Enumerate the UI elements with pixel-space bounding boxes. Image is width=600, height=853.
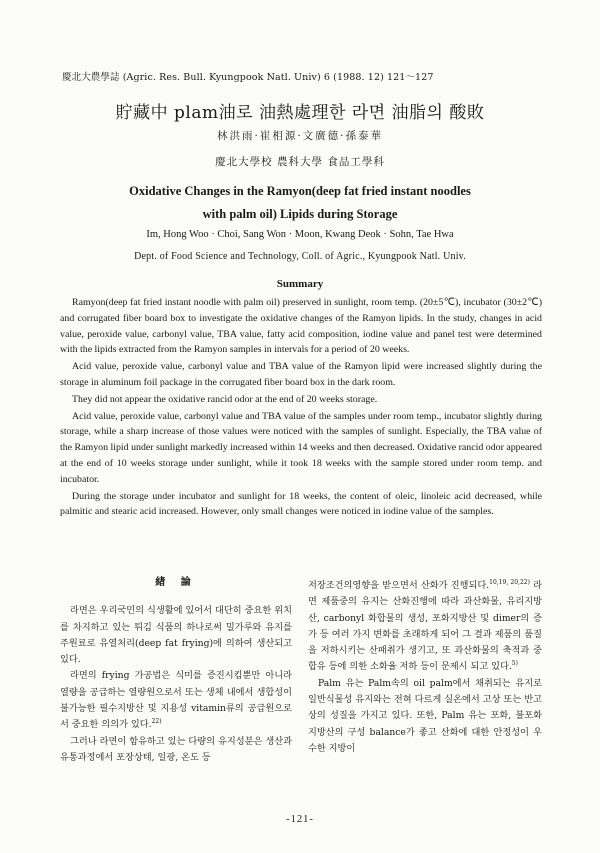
reference-marker: 10,19, 20,22) — [489, 578, 530, 586]
summary-heading: Summary — [276, 278, 324, 290]
english-authors: Im, Hong Woo · Choi, Sang Won · Moon, Kwang Deok · Sohn, Tae Hwa — [146, 229, 454, 240]
intro-paragraph-continued — [308, 578, 542, 676]
summary-paragraph: During the storage under incubator and sunlight for 18 weeks, the content of oleic, linoleic acid decreased, while palmitic and stearic acid increased. However, only small changes were noticed in iodine value of the samples. — [60, 490, 542, 518]
korean-affiliation: 慶北大學校 農科大學 食品工學科 — [215, 156, 385, 168]
reference-marker: 22) — [151, 718, 162, 726]
intro-text: 저장조건의영향을 받으면서 산화가 진행되다. — [308, 580, 490, 591]
reference-marker: 5) — [511, 660, 518, 668]
summary-paragraph: Acid value, peroxide value, carbonyl value and TBA value of the Ramyon lipid were increased slightly during the storage in aluminum foil package in the corrugated fiber board box in the dark room. — [60, 361, 542, 388]
intro-paragraph: 그러나 라면이 함유하고 있는 다량의 유지성분은 생산과 유통과정에서 포장상태, 일광, 온도 등 — [60, 735, 292, 763]
intro-paragraph — [60, 668, 292, 733]
intro-text: 라면 제품중의 유지는 산화진행에 따라 과산화물, 유리지방산, carbonyl 화합물의 생성, 포화지방산 및 dimer의 증가 등 여러 가지 변화를 초래하게 되어 그 결과 제품의 품질을 저하시키는 산패취가 생기고, 또 과산화물의 축적과 중합유 등에 의한 소화율 저하 등이 문제시 되고 있다. — [308, 580, 543, 673]
english-affiliation: Dept. of Food Science and Technology, Coll. of Agric., Kyungpook Natl. Univ. — [134, 251, 466, 262]
summary-paragraph: Acid value, peroxide value, carbonyl value and TBA value of the samples under room temp., incubator slightly during storage, while a sharp increase of those values were noticed with the samples of sunlight. Especially, the TBA value of the Ramyon lipid under sunlight markedly increased within 14 weeks and then decreased. Oxidative rancid odor appeared at the end of 10 weeks storage under sunlight, while it took 18 weeks with the sample stored under room temp. and incubator. — [60, 410, 542, 485]
intro-paragraph: 라면은 우리국민의 식생활에 있어서 대단히 중요한 위치를 차지하고 있는 튀김 식품의 하나로써 밀가루와 유지를 주원료로 유열처리(deep fat frying)에 의하여 생산되고 있다. — [60, 605, 292, 666]
english-title-line-2: with palm oil) Lipids during Storage — [202, 207, 398, 221]
summary-paragraph: Ramyon(deep fat fried instant noodle with palm oil) preserved in sunlight, room temp. (20±5℃), incubator (30±2℃) and corrugated fiber board box to investigate the oxidative changes of the Ramyon lipids. In the study, changes in acid value, peroxide value, carbonyl value, TBA value, fatty acid composition, iodine value and panel test were determined with the lipids extracted from the Ramyon samples in intervals for a period of 20 weeks. — [60, 297, 542, 356]
korean-title: 貯藏中 plam油로 油熱處理한 라면 油脂의 酸敗 — [115, 103, 485, 123]
intro-text: 라면의 frying 가공법은 식미를 증진시킴뿐만 아니라 열량을 공급하는 열량원으로서 또는 생체 내에서 생합성이 불가능한 필수지방산 및 지용성 vitamin류의 공급원으로서 중요한 의의가 있다. — [60, 670, 292, 731]
intro-right-column — [308, 578, 542, 757]
journal-citation: 慶北大農學誌 (Agric. Res. Bull. Kyungpook Natl. Univ) 6 (1988. 12) 121～127 — [62, 72, 434, 83]
page-number: -121- — [286, 814, 314, 825]
english-title — [0, 180, 600, 226]
summary-body — [60, 295, 542, 521]
summary-paragraph: They did not appear the oxidative rancid odor at the end of 20 weeks storage. — [72, 393, 378, 405]
intro-left-column — [60, 575, 292, 766]
english-title-line-1: Oxidative Changes in the Ramyon(deep fat fried instant noodles — [129, 184, 471, 198]
intro-heading: 緖 論 — [155, 577, 197, 588]
korean-authors: 林洪雨·崔相源·文廣德·孫泰華 — [216, 130, 383, 142]
intro-paragraph: Palm 유는 Palm속의 oil palm에서 채취되는 유지로 일반식물성 유지와는 전혀 다르게 실온에서 고상 또는 반고상의 성질을 가지고 있다. 또한, Palm 유는 포화, 불포화 지방산의 구성 balance가 좋고 산화에 대한 안정성이 우수한 지방이 — [308, 677, 542, 754]
